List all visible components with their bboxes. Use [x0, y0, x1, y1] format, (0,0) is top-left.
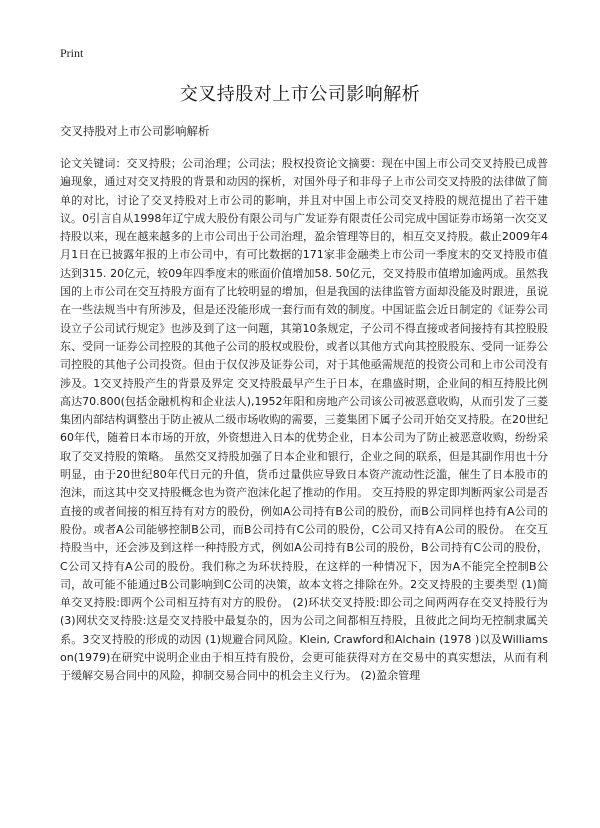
document-body-text: 论文关键词：交叉持股；公司治理；公司法；股权投资论文摘要：现在中国上市公司交叉持股已成普遍现象，通过对交叉持股的背景和动因的探析，对国外母子和非母子上市公司交叉持股的法律做了简单的对比，讨论了交叉持股对上市公司的影响，并且对中国上市公司交叉持股的规范提出了若干建议。0引言自从1998年辽宁成大股份有限公司与广发证券有限责任公司完成中国证券市场第一次交叉持股以来，现在越来越多的上市公司出于公司治理，盈余管理等目的，相互交叉持股。截止2009年4月1日在已披露年报的上市公司中，有可比数据的171家非金融类上市公司一季度末的交叉持股市值达到315. 20亿元，较09年四季度末的账面价值增加58. 50亿元，交叉持股市值增加逾两成。虽然我国的上市公司在交互持股方面有了比较明显的增加，但是我国的法律监管方面却没能及时跟进，虽说在一些法规当中有所涉及，但是还没能形成一套行而有效的制度。中国证监会近日制定的《证券公司设立子公司试行规定》也涉及到了这一问题，其第10条规定，子公司不得直接或者间接持有其控股股东、受同一证券公司控股的其他子公司的股权或股份，或者以其他方式向其控股股东、受同一证券公司控股的其他子公司投资。但由于仅仅涉及证券公司，对于其他亟需规范的投资公司和上市公司没有涉及。1交叉持股产生的背景及界定 交叉持股最早产生于日本，在鼎盛时期，企业间的相互持股比例高达70.800(包括金融机构和企业法人),1952年阳和房地产公司该公司被恶意收购，从而引发了三菱集团内部结构调整出于防止被从二级市场收购的需要，三菱集团下属子公司开始交叉持股。在20世纪60年代，随着日本市场的开放，外资想进入日本的优势企业，日本公司为了防止被恶意收购，纷纷采取了交叉持股的策略。 虽然交叉持股加强了日本企业和银行，企业之间的联系，但是其副作用也十分明显，由于20世纪80年代日元的升值，货币过量供应导致日本资产流动性泛滥，催生了日本股市的泡沫，而这其中交叉持股概念也为资产泡沫化起了推动的作用。 交互持股的界定即判断两家公司是否直接的或者间接的相互持有对方的股份，例如A公司持有B公司的股份，而B公司同样也持有A公司的股份。或者A公司能够控制B公司，而B公司持有C公司的股份，C公司又持有A公司的股份。 在交互持股当中，还会涉及到这样一种持股方式，例如A公司持有B公司的股份，B公司持有C公司的股份，C公司又持有A公司的股份。我们称之为环状持股，在这样的一种情况下，因为A不能完全控制B公司，故可能不能通过B公司影响到C公司的决策，故本文将之排除在外。2交叉持股的主要类型 (1)简单交叉持股:即两个公司相互持有对方的股份。 (2)环状交叉持股:即公司之间两两存在交叉持股行为 (3)网状交叉持股:这是交叉持股中最复杂的，因为公司之间都相互持股，且彼此之间均无控制隶属关系。3交叉持股的形成的动因 (1)规避合同风险。Klein, Crawford和Alchain (1978 )以及Williamson(1979)在研究中说明企业由于相互持有股份，会更可能获得对方在交易中的真实想法，从而有利于缓解交易合同中的风险，抑制交易合同中的机会主义行为。 (2)盈余管理: [60, 157, 548, 683]
document-title: 交叉持股对上市公司影响解析: [179, 84, 421, 105]
document-subtitle: 交叉持股对上市公司影响解析: [60, 124, 210, 138]
print-link[interactable]: Print: [60, 46, 84, 60]
